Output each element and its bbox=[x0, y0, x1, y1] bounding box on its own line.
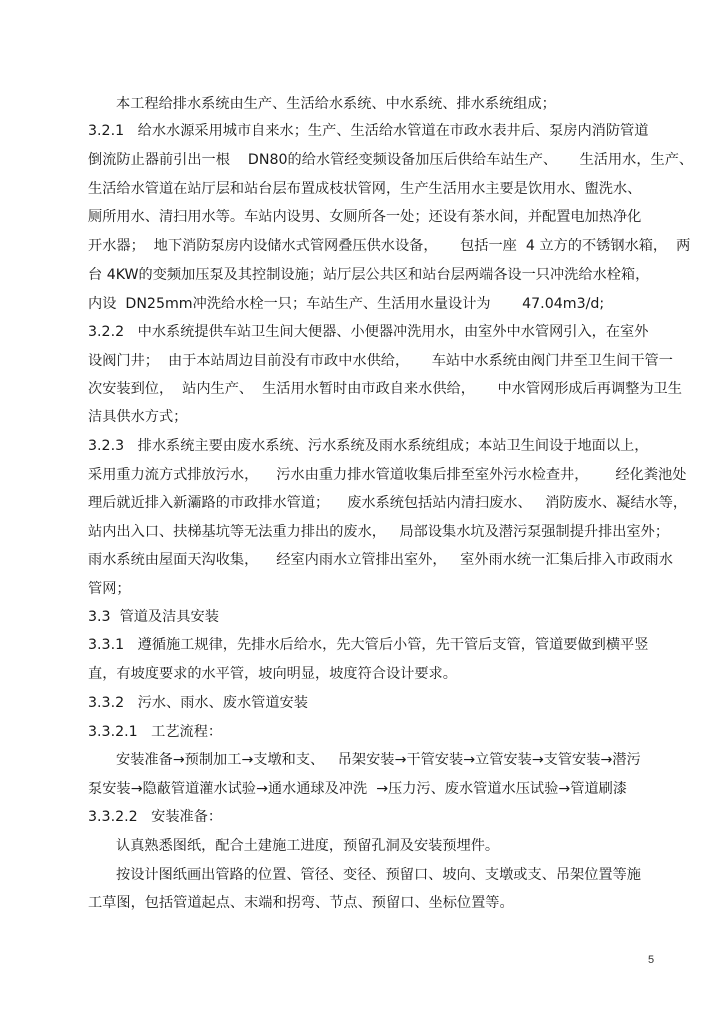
paragraph-line: 生活给水管道在站厅层和站台层布置成枝状管网，生产生活用水主要是饮用水、盥洗水、 bbox=[88, 181, 642, 197]
paragraph-line: 采用重力流方式排放污水， 污水由重力排水管道收集后排至室外污水检查井， 经化粪池处 bbox=[88, 467, 687, 483]
paragraph-line: 洁具供水方式； bbox=[88, 409, 188, 425]
paragraph-line: 3.2.3 排水系统主要由废水系统、污水系统及雨水系统组成；本站卫生间设于地面以上， bbox=[88, 438, 649, 454]
paragraph-line: 直，有坡度要求的水平管，坡向明显，坡度符合设计要求。 bbox=[88, 666, 457, 682]
paragraph-line: 雨水系统由屋面天沟收集， 经室内雨水立管排出室外， 室外雨水统一汇集后排入市政雨水 bbox=[88, 552, 673, 568]
paragraph-line: 内设 DN25mm冲洗给水栓一只；车站生产、生活用水量设计为 47.04m3/d; bbox=[88, 296, 605, 312]
paragraph-line: 3.2.2 中水系统提供车站卫生间大便器、小便器冲洗用水，由室外中水管网引入，在室外 bbox=[88, 324, 649, 340]
paragraph-line: 工草图，包括管道起点、末端和拐弯、节点、预留口、坐标位置等。 bbox=[88, 895, 514, 911]
paragraph-line: 理后就近排入新灞路的市政排水管道； 废水系统包括站内清扫废水、 消防废水、凝结水等， bbox=[88, 495, 688, 511]
paragraph-line: 管网； bbox=[88, 581, 131, 597]
section-heading: 3.3.2.1 工艺流程： bbox=[88, 724, 223, 740]
paragraph-line: 认真熟悉图纸，配合土建施工进度，预留孔洞及安装预埋件。 bbox=[116, 838, 500, 854]
paragraph-line: 设阀门井； 由于本站周边目前没有市政中水供给， 车站中水系统由阀门井至卫生间干管一 bbox=[88, 353, 673, 369]
paragraph-line: 台 4KW的变频加压泵及其控制设施；站厅层公共区和站台层两端各设一只冲洗给水栓箱， bbox=[88, 267, 650, 283]
paragraph-line: 站内出入口、扶梯基坑等无法重力排出的废水， 局部设集水坑及潜污泵强制提升排出室外； bbox=[88, 524, 670, 540]
paragraph-line: 3.3.1 遵循施工规律，先排水后给水，先大管后小管，先干管后支管，管道要做到横平竖 bbox=[88, 637, 649, 653]
section-heading: 3.3 管道及洁具安装 bbox=[88, 609, 219, 625]
section-heading: 3.3.2 污水、雨水、废水管道安装 bbox=[88, 695, 308, 711]
paragraph-line: 泵安装→隐蔽管道灌水试验→通水通球及冲洗 →压力污、废水管道水压试验→管道刷漆 bbox=[88, 781, 627, 797]
paragraph-line: 本工程给排水系统由生产、生活给水系统、中水系统、排水系统组成； bbox=[116, 96, 556, 112]
paragraph-line: 次安装到位， 站内生产、 生活用水暂时由市政自来水供给， 中水管网形成后再调整为卫生 bbox=[88, 381, 682, 397]
paragraph-line: 安装准备→预制加工→支墩和支、 吊架安装→干管安装→立管安装→支管安装→潜污 bbox=[116, 752, 641, 768]
section-heading: 3.3.2.2 安装准备： bbox=[88, 809, 223, 825]
paragraph-line: 开水器； 地下消防泵房内设储水式管网叠压供水设备， 包括一座 4 立方的不锈钢水箱， 两 bbox=[88, 238, 691, 254]
paragraph-line: 厕所用水、清扫用水等。车站内设男、女厕所各一处；还设有茶水间，并配置电加热净化 bbox=[88, 209, 642, 225]
page-number: 5 bbox=[648, 954, 655, 966]
paragraph-line: 倒流防止器前引出一根 DN80的给水管经变频设备加压后供给车站生产、 生活用水，生产、 bbox=[88, 152, 694, 168]
paragraph-line: 按设计图纸画出管路的位置、管径、变径、预留口、坡向、支墩或支、吊架位置等施 bbox=[116, 867, 641, 883]
paragraph-line: 3.2.1 给水水源采用城市自来水；生产、生活给水管道在市政水表井后、泵房内消防管道 bbox=[88, 123, 649, 139]
